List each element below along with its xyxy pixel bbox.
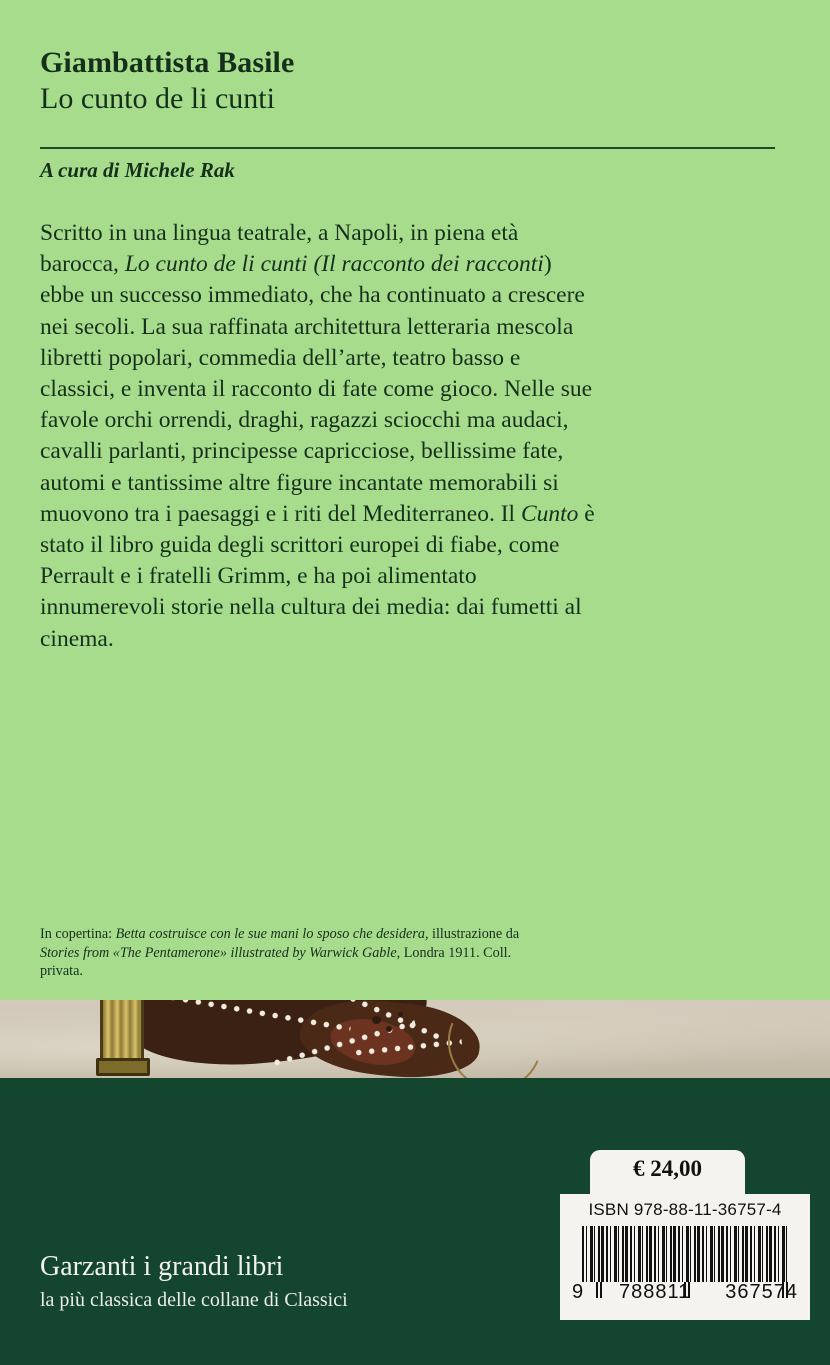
book-title: Lo cunto de li cunti: [40, 82, 275, 115]
illustration-speck: [372, 1016, 381, 1024]
credit-ending: , Londra 1911. Coll. privata.: [40, 944, 512, 979]
isbn-text: ISBN 978-88-11-36757-4: [588, 1200, 782, 1219]
illustration-speck: [386, 1026, 392, 1032]
price-value: € 24,00: [633, 1156, 702, 1181]
credit-middle: , illustrazione da: [424, 926, 520, 942]
blurb-part-3: è stato il libro guida degli scrittori europei di fiabe, come Perrault e i fratelli Grimm, e ha poi alimentato innumerevoli storie nella cultura dei media: dai fumetti al cinema.: [40, 500, 595, 652]
credit-intro: In copertina:: [40, 926, 116, 942]
publisher-tagline: la più classica delle collane di Classici: [40, 1289, 348, 1311]
illustration-speck: [398, 1012, 403, 1017]
ean-digit-group-1: 788811: [619, 1281, 691, 1303]
credit-artwork-title: Betta costruisce con le sue mani lo sposo che desidera: [115, 926, 425, 942]
blurb-italic-1: Lo cunto de li cunti (Il racconto dei racconti: [124, 251, 544, 278]
blurb-part-1: Scritto in una lingua teatrale, a Napoli, in piena età barocca,: [40, 220, 519, 278]
publisher-name: Garzanti i grandi libri: [40, 1251, 284, 1282]
cover-illustration-strip: [0, 1000, 830, 1078]
illustration-column-base: [96, 1058, 150, 1076]
cover-illustration-credit: [40, 925, 540, 981]
author-name: Giambattista Basile: [40, 46, 295, 79]
ean-digit-group-2: 367574: [725, 1281, 798, 1303]
credit-source-title: Stories from «The Pentamerone» illustrated by Warwick Gable: [40, 944, 397, 961]
blurb-italic-2: Cunto: [520, 500, 579, 527]
illustration-column: [100, 1000, 144, 1066]
ean-digits: [572, 1281, 798, 1304]
blurb-part-2: ) ebbe un successo immediato, che ha continuato a crescere nei secoli. La sua raffinata architettura letteraria mescola libretti popolari, commedia dell’arte, teatro basso e classici, e inventa il racconto di fate come gioco. Nelle sue favole orchi orrendi, draghi, ragazzi sciocchi ma audaci, cavalli parlanti, principesse capricciose, bellissime fate, automi e tantissime altre figure incantate memorabili si muovono tra i paesaggi e i riti del Mediterraneo. Il: [40, 251, 593, 527]
title-divider: [40, 147, 775, 149]
blurb-text: [40, 218, 600, 655]
editor-credit: A cura di Michele Rak: [40, 158, 235, 182]
ean-digit-first: 9: [572, 1281, 585, 1303]
price-barcode-label: [560, 1150, 810, 1330]
